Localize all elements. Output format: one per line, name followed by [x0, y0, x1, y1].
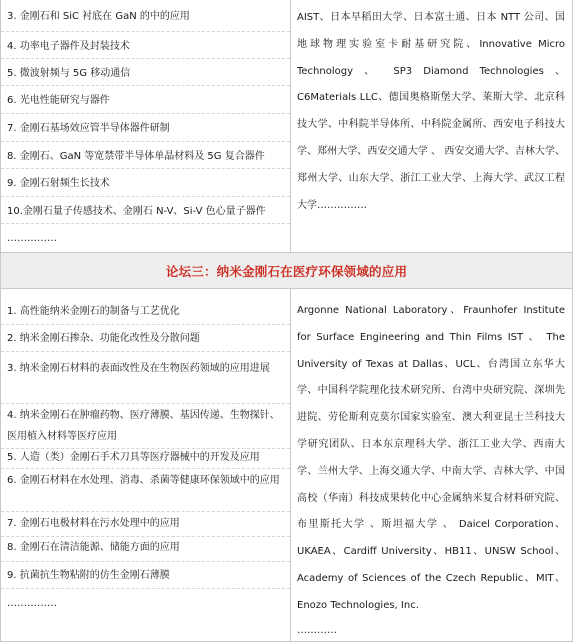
- column-divider-top: [290, 0, 291, 252]
- list-item: [0, 94, 290, 107]
- topic-text: 6. 金刚石材料在水处理、消毒、杀菌等健康环保领域中的应用: [7, 475, 280, 486]
- topic-text: 4. 纳米金刚石在肿瘤药物、医疗薄膜、基因传递、生物探针、医用植入材料等医疗应用: [7, 410, 280, 442]
- list-item: [0, 471, 290, 490]
- topic-text: 10.金刚石量子传感技术、金刚石 N-V、Si-V 色心量子器件: [7, 206, 266, 217]
- forum-header: [1, 252, 572, 289]
- list-item: [0, 357, 290, 381]
- forum-title: 论坛三：纳米金刚石在医疗环保领域的应用: [165, 263, 408, 279]
- list-item: [0, 451, 290, 464]
- row-divider: [1, 448, 290, 449]
- topic-text: 4. 功率电子器件及封装技术: [7, 41, 130, 52]
- topic-text: 7. 金刚石基场效应管半导体器件研制: [7, 123, 170, 134]
- organizations-paragraph-forum3: Argonne National Laboratory、Fraunhofer Institute for Surface Engineering and Thin Films IST 、 The University of Texas at Dallas、UCL、台湾国立东华大学、中国科学院理化技术研究所、台湾中央研究院、深圳先进院、劳伦斯利克莫尔国家实验室、澳大利亚昆士兰科技大学研究团队、日本东京理科大学、浙江工业大学、西南大学、兰州大学、上海交通大学、中南大学、吉林大学、中国高校（华南）科技成果转化中心金属纳米复合材料研究院、布里斯托大学 、斯坦福大学 、 Daicel Corporation、UKAEA、Cardiff University、HB11、UNSW School、Academy of Sciences of the Czech Republic、MIT、Enozo Technologies, Inc.: [297, 305, 565, 611]
- topic-text: 9. 金刚石射频生长技术: [7, 178, 110, 189]
- topic-text: 2. 纳米金刚石掺杂、功能化改性及分散问题: [7, 333, 200, 344]
- topic-text: 7. 金刚石电极材料在污水处理中的应用: [7, 518, 180, 529]
- list-item: [0, 122, 290, 135]
- list-item: [0, 67, 290, 80]
- topic-text: 5. 微波射频与 5G 移动通信: [7, 68, 131, 79]
- row-divider: [1, 511, 290, 512]
- list-item: [0, 517, 290, 530]
- column-divider-bottom: [290, 289, 291, 642]
- row-divider: [1, 168, 290, 169]
- organizations-ellipsis: …………: [297, 625, 337, 636]
- list-item: [0, 405, 290, 447]
- topic-text: ……………: [7, 598, 57, 609]
- row-divider: [1, 468, 290, 469]
- list-item: [0, 305, 290, 318]
- row-divider: [1, 85, 290, 86]
- list-item: [0, 597, 290, 610]
- list-item: [0, 150, 290, 163]
- row-divider: [1, 223, 290, 224]
- row-divider: [1, 561, 290, 562]
- topic-text: 9. 抗菌抗生物粘附的仿生金刚石薄膜: [7, 570, 170, 581]
- row-divider: [1, 141, 290, 142]
- topic-text: 6. 光电性能研究与器件: [7, 95, 110, 106]
- row-divider: [1, 324, 290, 325]
- topic-text: ……………: [7, 233, 57, 244]
- organizations-paragraph-top: AIST、日本早稻田大学、日本富士通、日本 NTT 公司、国地球物理实验室卡耐基研究院、Innovative Micro Technology 、 SP3 Diamond Technologies 、C6Materials LLC、德国奥格斯堡大学、莱斯大学、北京科技大学、中科院半导体所、中科院金属所、西安电子科技大学、郑州大学、西安交通大学 、 西安交通大学、吉林大学、郑州大学、山东大学、浙江工业大学、上海大学、武汉工程大学……………: [297, 12, 565, 211]
- row-divider: [1, 31, 290, 32]
- topic-text: 3. 纳米金刚石材料的表面改性及在生物医药领域的应用进展: [7, 363, 270, 374]
- list-item: [0, 332, 290, 345]
- row-divider: [1, 113, 290, 114]
- list-item: [0, 177, 290, 190]
- list-item: [0, 205, 290, 218]
- list-item: [0, 569, 290, 582]
- list-item: [0, 541, 290, 554]
- list-item: [0, 232, 290, 245]
- topic-text: 1. 高性能纳米金刚石的制备与工艺优化: [7, 306, 180, 317]
- row-divider: [1, 58, 290, 59]
- topic-text: 5. 人造（类）金刚石手术刀具等医疗器械中的开发及应用: [7, 452, 260, 463]
- row-divider: [1, 351, 290, 352]
- row-divider: [1, 588, 290, 589]
- topic-text: 8. 金刚石在清洁能源、储能方面的应用: [7, 542, 180, 553]
- topic-text: 8. 金刚石、GaN 等宽禁带半导体单晶材料及 5G 复合器件: [7, 151, 265, 162]
- list-item: [0, 40, 290, 53]
- row-divider: [1, 403, 290, 404]
- row-divider: [1, 536, 290, 537]
- row-divider: [1, 196, 290, 197]
- topic-text: 3. 金刚石和 SiC 衬底在 GaN 的中的应用: [7, 11, 190, 22]
- list-item: [0, 10, 290, 23]
